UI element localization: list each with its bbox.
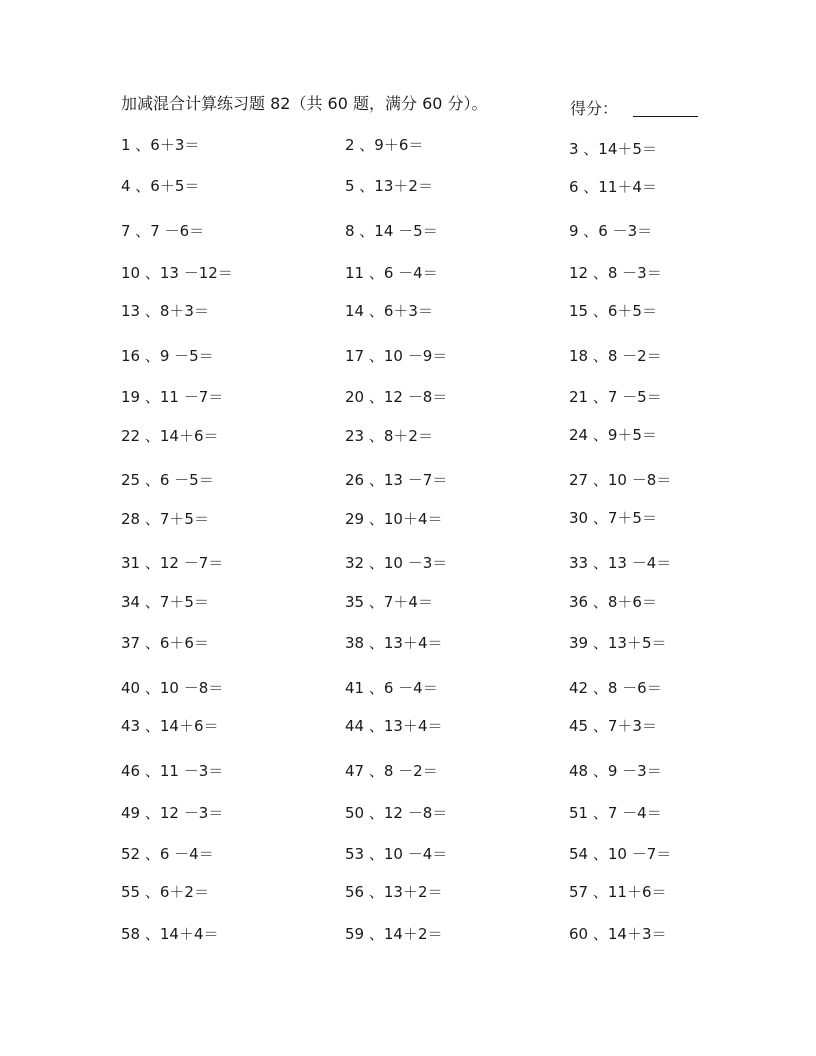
problem-item: 16 、9 －5＝: [121, 347, 214, 365]
problem-item: 40 、10 －8＝: [121, 679, 224, 697]
problem-item: 3 、14＋5＝: [569, 140, 657, 158]
problem-item: 49 、12 －3＝: [121, 804, 224, 822]
problem-item: 58 、14＋4＝: [121, 925, 219, 943]
problem-item: 52 、6 －4＝: [121, 845, 214, 863]
problem-item: 36 、8＋6＝: [569, 593, 657, 611]
problem-item: 56 、13＋2＝: [345, 883, 443, 901]
problem-item: 2 、9＋6＝: [345, 136, 424, 154]
problem-item: 43 、14＋6＝: [121, 717, 219, 735]
problem-item: 7 、7 －6＝: [121, 222, 205, 240]
problem-item: 11 、6 －4＝: [345, 264, 438, 282]
problem-item: 27 、10 －8＝: [569, 471, 672, 489]
problem-item: 1 、6＋3＝: [121, 136, 200, 154]
problem-item: 48 、9 －3＝: [569, 762, 662, 780]
problem-item: 26 、13 －7＝: [345, 471, 448, 489]
problem-item: 20 、12 －8＝: [345, 388, 448, 406]
problem-item: 5 、13＋2＝: [345, 177, 433, 195]
problem-item: 29 、10＋4＝: [345, 510, 443, 528]
problem-item: 42 、8 －6＝: [569, 679, 662, 697]
problem-item: 15 、6＋5＝: [569, 302, 657, 320]
problem-item: 60 、14＋3＝: [569, 925, 667, 943]
problem-item: 19 、11 －7＝: [121, 388, 224, 406]
problem-item: 50 、12 －8＝: [345, 804, 448, 822]
problem-item: 59 、14＋2＝: [345, 925, 443, 943]
problem-item: 41 、6 －4＝: [345, 679, 438, 697]
problem-item: 37 、6＋6＝: [121, 634, 209, 652]
problem-item: 55 、6＋2＝: [121, 883, 209, 901]
problem-item: 54 、10 －7＝: [569, 845, 672, 863]
problem-item: 34 、7＋5＝: [121, 593, 209, 611]
problem-item: 46 、11 －3＝: [121, 762, 224, 780]
problem-item: 47 、8 －2＝: [345, 762, 438, 780]
problem-item: 44 、13＋4＝: [345, 717, 443, 735]
problem-item: 23 、8＋2＝: [345, 427, 433, 445]
problem-item: 45 、7＋3＝: [569, 717, 657, 735]
problem-item: 10 、13 －12＝: [121, 264, 233, 282]
problem-item: 9 、6 －3＝: [569, 222, 653, 240]
problem-item: 31 、12 －7＝: [121, 554, 224, 572]
problem-item: 53 、10 －4＝: [345, 845, 448, 863]
page-title: 加减混合计算练习题 82（共 60 题，满分 60 分）。: [121, 94, 488, 113]
problem-item: 12 、8 －3＝: [569, 264, 662, 282]
problem-item: 30 、7＋5＝: [569, 509, 657, 527]
problem-item: 39 、13＋5＝: [569, 634, 667, 652]
problem-item: 6 、11＋4＝: [569, 178, 657, 196]
problem-item: 22 、14＋6＝: [121, 427, 219, 445]
score-label: 得分：: [570, 99, 619, 118]
problem-item: 21 、7 －5＝: [569, 388, 662, 406]
problem-item: 25 、6 －5＝: [121, 471, 214, 489]
problem-item: 17 、10 －9＝: [345, 347, 448, 365]
problem-item: 35 、7＋4＝: [345, 593, 433, 611]
problem-item: 28 、7＋5＝: [121, 510, 209, 528]
score-blank: [633, 100, 698, 117]
problem-item: 51 、7 －4＝: [569, 804, 662, 822]
problem-item: 4 、6＋5＝: [121, 177, 200, 195]
problem-item: 18 、8 －2＝: [569, 347, 662, 365]
problem-item: 14 、6＋3＝: [345, 302, 433, 320]
problem-item: 8 、14 －5＝: [345, 222, 438, 240]
problem-item: 13 、8＋3＝: [121, 302, 209, 320]
problem-item: 57 、11＋6＝: [569, 883, 667, 901]
problem-item: 38 、13＋4＝: [345, 634, 443, 652]
problem-item: 24 、9＋5＝: [569, 426, 657, 444]
problem-item: 32 、10 －3＝: [345, 554, 448, 572]
problem-item: 33 、13 －4＝: [569, 554, 672, 572]
